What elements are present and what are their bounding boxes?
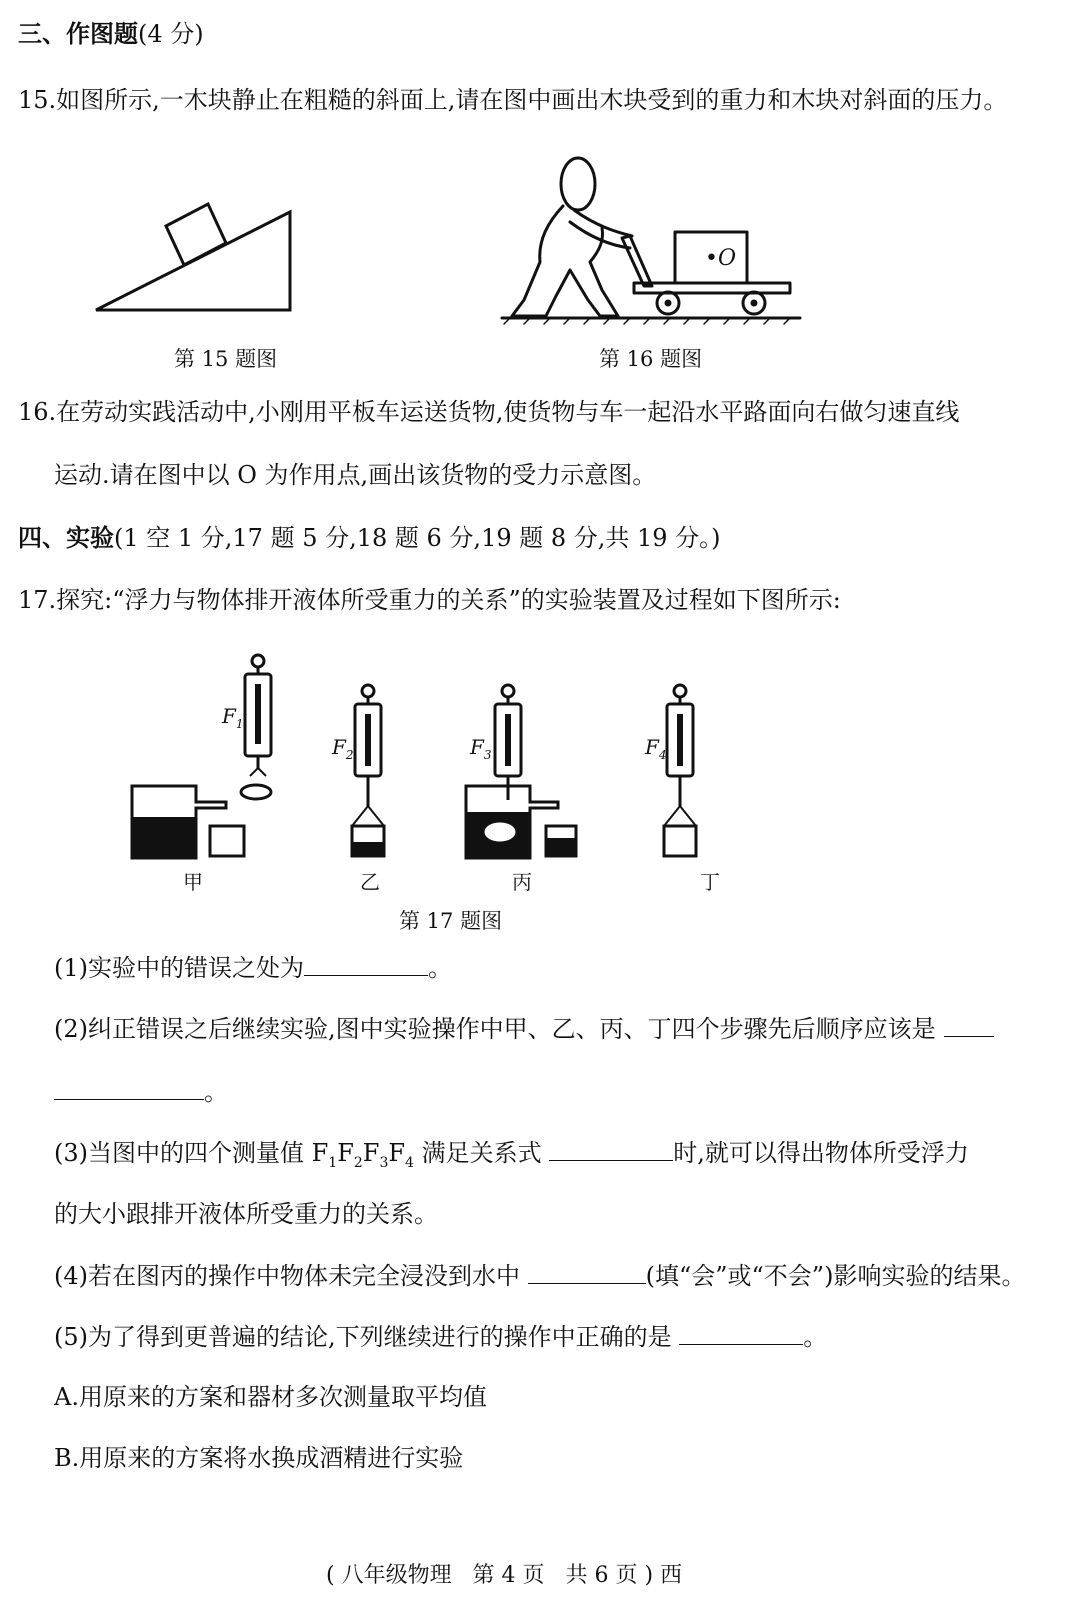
measurement-vars: $F_1F_2F_3F_4$ xyxy=(311,1139,414,1171)
step-bing-apparatus xyxy=(466,685,576,858)
step-label-yi: 乙 xyxy=(360,870,380,894)
section-3-score: (4 分) xyxy=(138,20,204,48)
step-jia-apparatus xyxy=(132,655,271,858)
figure-17-caption: 第 17 题图 xyxy=(399,909,503,933)
figure-16-caption: 第 16 题图 xyxy=(599,347,703,371)
question-17-number: 17. xyxy=(18,586,57,614)
section-4-title: 四、实验 xyxy=(18,523,114,552)
question-15-text: 如图所示,一木块静止在粗糙的斜面上,请在图中画出木块受到的重力和木块对斜面的压力。 xyxy=(56,86,1008,114)
force-label-f4: $F_4$ xyxy=(645,735,667,762)
answer-blank-5[interactable] xyxy=(679,1322,803,1345)
force-label-f3: $F_3$ xyxy=(470,735,492,762)
question-16-text-1: 在劳动实践活动中,小刚用平板车运送货物,使货物与车一起沿水平路面向右做匀速直线 xyxy=(56,398,960,426)
force-label-f1: $F_1$ xyxy=(222,704,244,731)
step-label-jia: 甲 xyxy=(183,870,203,894)
section-4-score: (1 空 1 分,17 题 5 分,18 题 6 分,19 题 8 分,共 19 分。) xyxy=(114,524,721,552)
step-label-bing: 丙 xyxy=(512,870,532,894)
step-ding-apparatus xyxy=(664,685,696,856)
sub-question-3: (3)当图中的四个测量值 $F_1F_2F_3F_4$ 满足关系式 时,就可以得出物体所受浮力 xyxy=(54,1139,969,1171)
page-footer: ( 八年级物理 第 4 页 共 6 页 ) 西 xyxy=(326,1563,683,1588)
question-16-number: 16. xyxy=(18,398,57,426)
sub-question-2: (2)纠正错误之后继续实验,图中实验操作中甲、乙、丙、丁四个步骤先后顺序应该是 xyxy=(54,1013,994,1045)
question-16-line-2: 运动.请在图中以 O 为作用点,画出该货物的受力示意图。 xyxy=(54,461,657,489)
question-15-number: 15. xyxy=(18,86,57,114)
answer-blank-3[interactable] xyxy=(549,1138,673,1161)
sub-question-4: (4)若在图丙的操作中物体未完全浸没到水中 (填“会”或“不会”)影响实验的结果。 xyxy=(54,1262,1026,1290)
answer-blank-1[interactable] xyxy=(304,953,428,976)
answer-blank-2b[interactable] xyxy=(54,1077,204,1100)
answer-blank-4[interactable] xyxy=(528,1261,646,1284)
point-o-label: •O xyxy=(705,246,737,271)
step-yi-apparatus xyxy=(352,685,384,856)
option-b: B.用原来的方案将水换成酒精进行实验 xyxy=(54,1444,464,1472)
force-label-f2: $F_2$ xyxy=(332,735,354,762)
answer-blank-2a[interactable] xyxy=(944,1014,994,1037)
sub-question-2-line-2: 。 xyxy=(54,1076,228,1108)
step-label-ding: 丁 xyxy=(700,870,720,894)
option-a: A.用原来的方案和器材多次测量取平均值 xyxy=(54,1383,487,1411)
sub-question-5: (5)为了得到更普遍的结论,下列继续进行的操作中正确的是 。 xyxy=(54,1323,828,1351)
section-3-title: 三、作图题 xyxy=(18,19,138,48)
sub-question-1: (1)实验中的错误之处为 。 xyxy=(54,954,452,982)
figure-15-caption: 第 15 题图 xyxy=(174,347,278,371)
sub-question-3-line-2: 的大小跟排开液体所受重力的关系。 xyxy=(54,1200,438,1228)
question-17-text: 探究:“浮力与物体排开液体所受重力的关系”的实验装置及过程如下图所示: xyxy=(56,586,841,614)
